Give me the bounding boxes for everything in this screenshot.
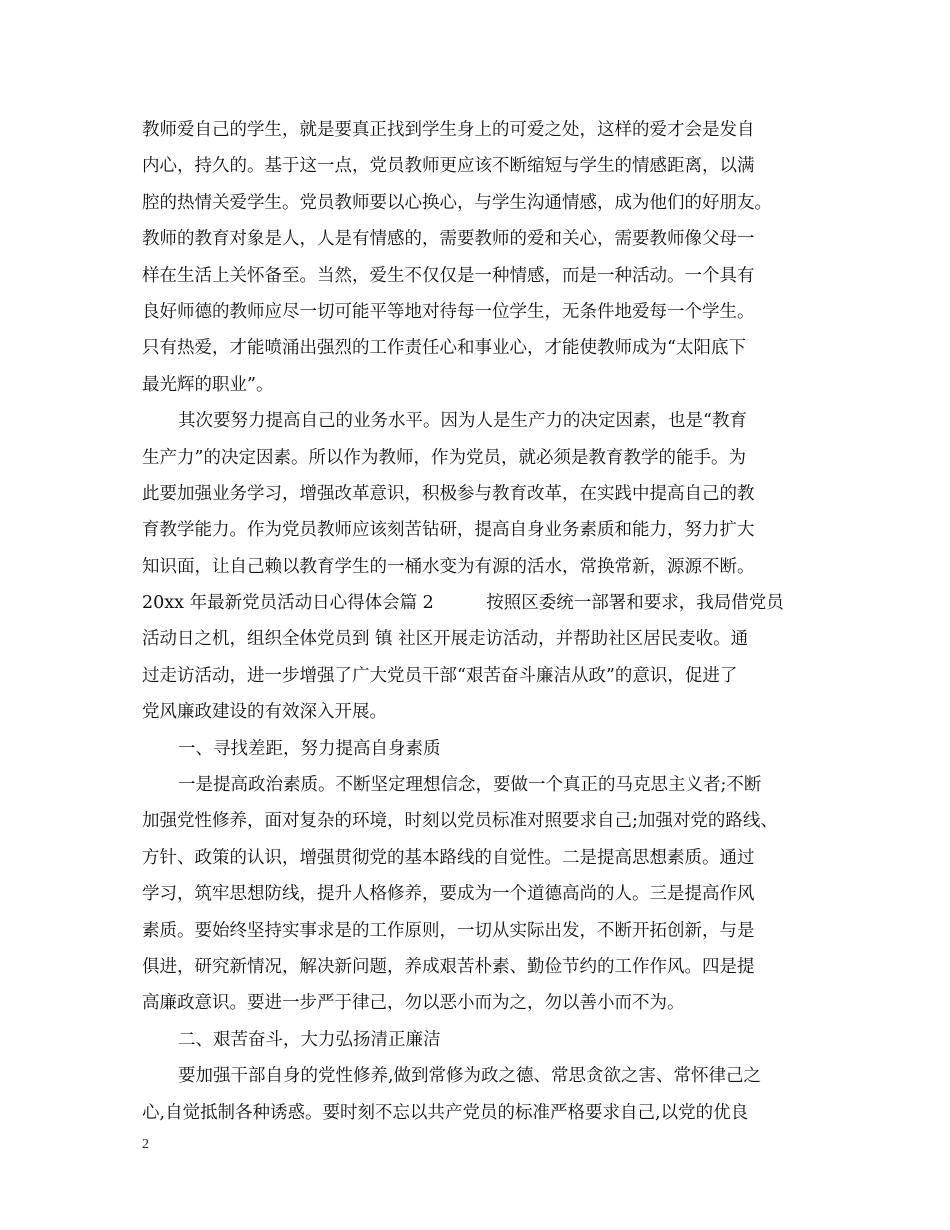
text-line: 一、寻找差距，努力提高自身素质: [178, 738, 441, 759]
text-line: 加强党性修养，面对复杂的环境，时刻以党员标准对照要求自己;加强对党的路线、: [142, 811, 778, 832]
text-line: 方针、政策的认识，增强贯彻党的基本路线的自觉性。二是提高思想素质。通过: [142, 847, 755, 868]
text-line: 20xx 年最新党员活动日心得体会篇 2 按照区委统一部署和要求，我局借党员: [142, 593, 784, 614]
page-number: 2: [142, 1137, 149, 1152]
text-line: 知识面，让自己赖以教育学生的一桶水变为有源的活水，常换常新，源源不断。: [142, 556, 755, 577]
text-line: 要加强干部自身的党性修养,做到常修为政之德、常思贪欲之害、常怀律己之: [178, 1066, 762, 1087]
text-line: 过走访活动，进一步增强了广大党员干部“艰苦奋斗廉洁从政”的意识，促进了: [142, 665, 738, 686]
text-line: 高廉政意识。要进一步严于律己，勿以恶小而为之，勿以善小而不为。: [142, 993, 685, 1014]
text-line: 此要加强业务学习，增强改革意识，积极参与教育改革，在实践中提高自己的教: [142, 483, 755, 504]
text-line: 腔的热情关爱学生。党员教师要以心换心，与学生沟通情感，成为他们的好朋友。: [142, 192, 772, 213]
text-line: 生产力”的决定因素。所以作为教师，作为党员，就必须是教育教学的能手。为: [142, 447, 746, 468]
text-line: 样在生活上关怀备至。当然，爱生不仅仅是一种情感，而是一种活动。一个具有: [142, 265, 755, 286]
text-line: 一是提高政治素质。不断坚定理想信念，要做一个真正的马克思主义者;不断: [178, 775, 762, 796]
text-line: 只有热爱，才能喷涌出强烈的工作责任心和事业心，才能使教师成为“太阳底下: [142, 338, 746, 359]
document-body: [142, 112, 822, 1131]
text-line: 学习，筑牢思想防线，提升人格修养，要成为一个道德高尚的人。三是提高作风: [142, 884, 755, 905]
text-line: 素质。要始终坚持实事求是的工作原则，一切从实际出发，不断开拓创新，与是: [142, 920, 755, 941]
text-line: 二、艰苦奋斗，大力弘扬清正廉洁: [178, 1029, 441, 1050]
text-line: 心,自觉抵制各种诱惑。要时刻不忘以共产党员的标准严格要求自己,以党的优良: [142, 1102, 749, 1123]
text-line: 党风廉政建设的有效深入开展。: [142, 702, 387, 723]
text-line: 活动日之机，组织全体党员到 镇 社区开展走访活动，并帮助社区居民麦收。通: [142, 629, 749, 650]
text-line: 内心，持久的。基于这一点，党员教师更应该不断缩短与学生的情感距离，以满: [142, 156, 755, 177]
text-line: 育教学能力。作为党员教师应该刻苦钻研，提高自身业务素质和能力，努力扩大: [142, 520, 755, 541]
text-line: 教师的教育对象是人，人是有情感的，需要教师的爱和关心，需要教师像父母一: [142, 229, 755, 250]
text-line: 教师爱自己的学生，就是要真正找到学生身上的可爱之处，这样的爱才会是发自: [142, 120, 755, 140]
text-line: 最光辉的职业”。: [142, 374, 274, 395]
text-line: 俱进，研究新情况，解决新问题，养成艰苦朴素、勤俭节约的工作作风。四是提: [142, 956, 755, 977]
text-line: 其次要努力提高自己的业务水平。因为人是生产力的决定因素，也是“教育: [178, 411, 747, 432]
text-line: 良好师德的教师应尽一切可能平等地对待每一位学生，无条件地爱每一个学生。: [142, 301, 755, 322]
